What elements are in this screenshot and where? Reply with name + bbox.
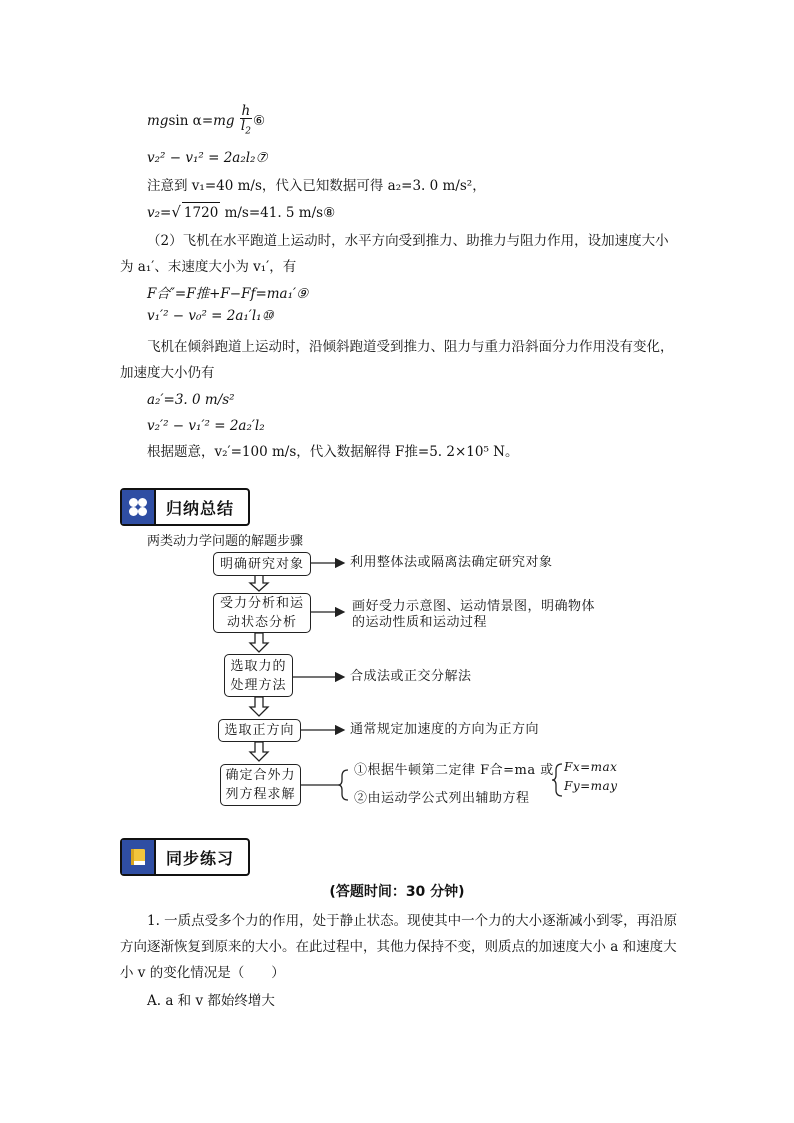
equation-6 bbox=[147, 104, 265, 139]
part2-paragraph-2: 飞机在倾斜跑道上运动时，沿倾斜跑道受到推力、阻力与重力沿斜面分力作用没有变化，加速度大小仍有 bbox=[120, 339, 674, 381]
answer-time: (答题时间：30 分钟) bbox=[329, 884, 465, 900]
clover-icon bbox=[122, 490, 156, 524]
book-icon bbox=[122, 840, 156, 874]
flow-step-2 bbox=[213, 593, 311, 633]
flow-final-note-2: ②由运动学公式列出辅助方程 bbox=[354, 791, 530, 806]
summary-subtitle: 两类动力学问题的解题步骤 bbox=[147, 534, 304, 549]
eq6-den-sub: 2 bbox=[245, 126, 251, 137]
equation-7: v₂² − v₁² = 2a₂l₂⑦ bbox=[147, 150, 268, 166]
flow-step-3-line-2: 处理方法 bbox=[230, 677, 287, 693]
v2-prefix: v₂= bbox=[147, 205, 172, 221]
equation-9: F合″=F推+F−Ff=ma₁′⑨ bbox=[147, 286, 309, 302]
equation-v2: v₂′² − v₁′² = 2a₂′l₂ bbox=[147, 418, 265, 434]
eq6-sin: sin α bbox=[168, 112, 202, 129]
eq6-fraction bbox=[240, 104, 252, 139]
equation-10: v₁′² − v₀² = 2a₁′l₁⑩ bbox=[147, 308, 274, 324]
flow-step-2-line-1: 受力分析和运 bbox=[219, 596, 304, 611]
v2-sqrt: 1720 bbox=[182, 202, 220, 223]
flow-fy: Fy=may bbox=[564, 779, 618, 793]
flow-note-3: 合成法或正交分解法 bbox=[350, 669, 472, 684]
eq6-mg-2: mg bbox=[213, 112, 235, 129]
flow-step-3-line-1: 选取力的 bbox=[230, 658, 287, 674]
eq6-mg: mg bbox=[147, 112, 169, 129]
flow-step-5 bbox=[220, 764, 301, 806]
flow-fx: Fx=max bbox=[564, 760, 618, 774]
eq6-mark: ⑥ bbox=[252, 112, 266, 129]
flow-note-2-line-2: 的运动性质和运动过程 bbox=[352, 615, 488, 630]
flow-step-5-line-1: 确定合外力 bbox=[225, 768, 296, 783]
flow-note-2-line-1: 画好受力示意图、运动情景图，明确物体 bbox=[352, 599, 596, 614]
note-line: 注意到 v₁=40 m/s，代入已知数据可得 a₂=3. 0 m/s²， bbox=[147, 178, 486, 194]
practice-title: 同步练习 bbox=[166, 848, 235, 868]
flow-step-5-line-2: 列方程求解 bbox=[225, 787, 296, 802]
flow-final-note-1: ①根据牛顿第二定律 F合=ma 或 bbox=[354, 763, 554, 778]
question-1-option-a: A. a 和 v 都始终增大 bbox=[147, 993, 275, 1009]
eq6-numerator: h bbox=[241, 103, 251, 119]
summary-title: 归纳总结 bbox=[166, 498, 235, 518]
eq6-denominator: l bbox=[240, 118, 246, 134]
flow-step-4: 选取正方向 bbox=[218, 719, 301, 742]
flow-step-1: 明确研究对象 bbox=[213, 552, 311, 576]
v2-line: v₂=√ 1720 m/s=41. 5 m/s⑧ bbox=[147, 203, 336, 221]
summary-section-header bbox=[120, 488, 250, 526]
question-1-stem: 1. 一质点受多个力的作用，处于静止状态。现使其中一个力的大小逐渐减小到零，再沿原方向逐渐恢复到原来的大小。在此过程中，其他力保持不变，则质点的加速度大小 a 和速度大小 v 的变化情况是（ ） bbox=[120, 913, 678, 981]
flow-step-3 bbox=[224, 654, 293, 697]
eq6-equals: = bbox=[201, 112, 214, 129]
flow-step-2-line-2: 动状态分析 bbox=[226, 615, 297, 630]
v2-suffix: m/s=41. 5 m/s⑧ bbox=[220, 205, 336, 221]
equation-a2: a₂′=3. 0 m/s² bbox=[147, 392, 235, 408]
practice-section-header bbox=[120, 838, 250, 876]
flow-note-1: 利用整体法或隔离法确定研究对象 bbox=[350, 555, 553, 570]
part2-paragraph-1: （2）飞机在水平跑道上运动时，水平方向受到推力、助推力与阻力作用，设加速度大小为 a₁′、末速度大小为 v₁′，有 bbox=[120, 233, 669, 275]
result-line: 根据题意，v₂′=100 m/s，代入数据解得 F推=5. 2×10⁵ N。 bbox=[147, 444, 519, 460]
flow-note-4: 通常规定加速度的方向为正方向 bbox=[350, 722, 540, 737]
